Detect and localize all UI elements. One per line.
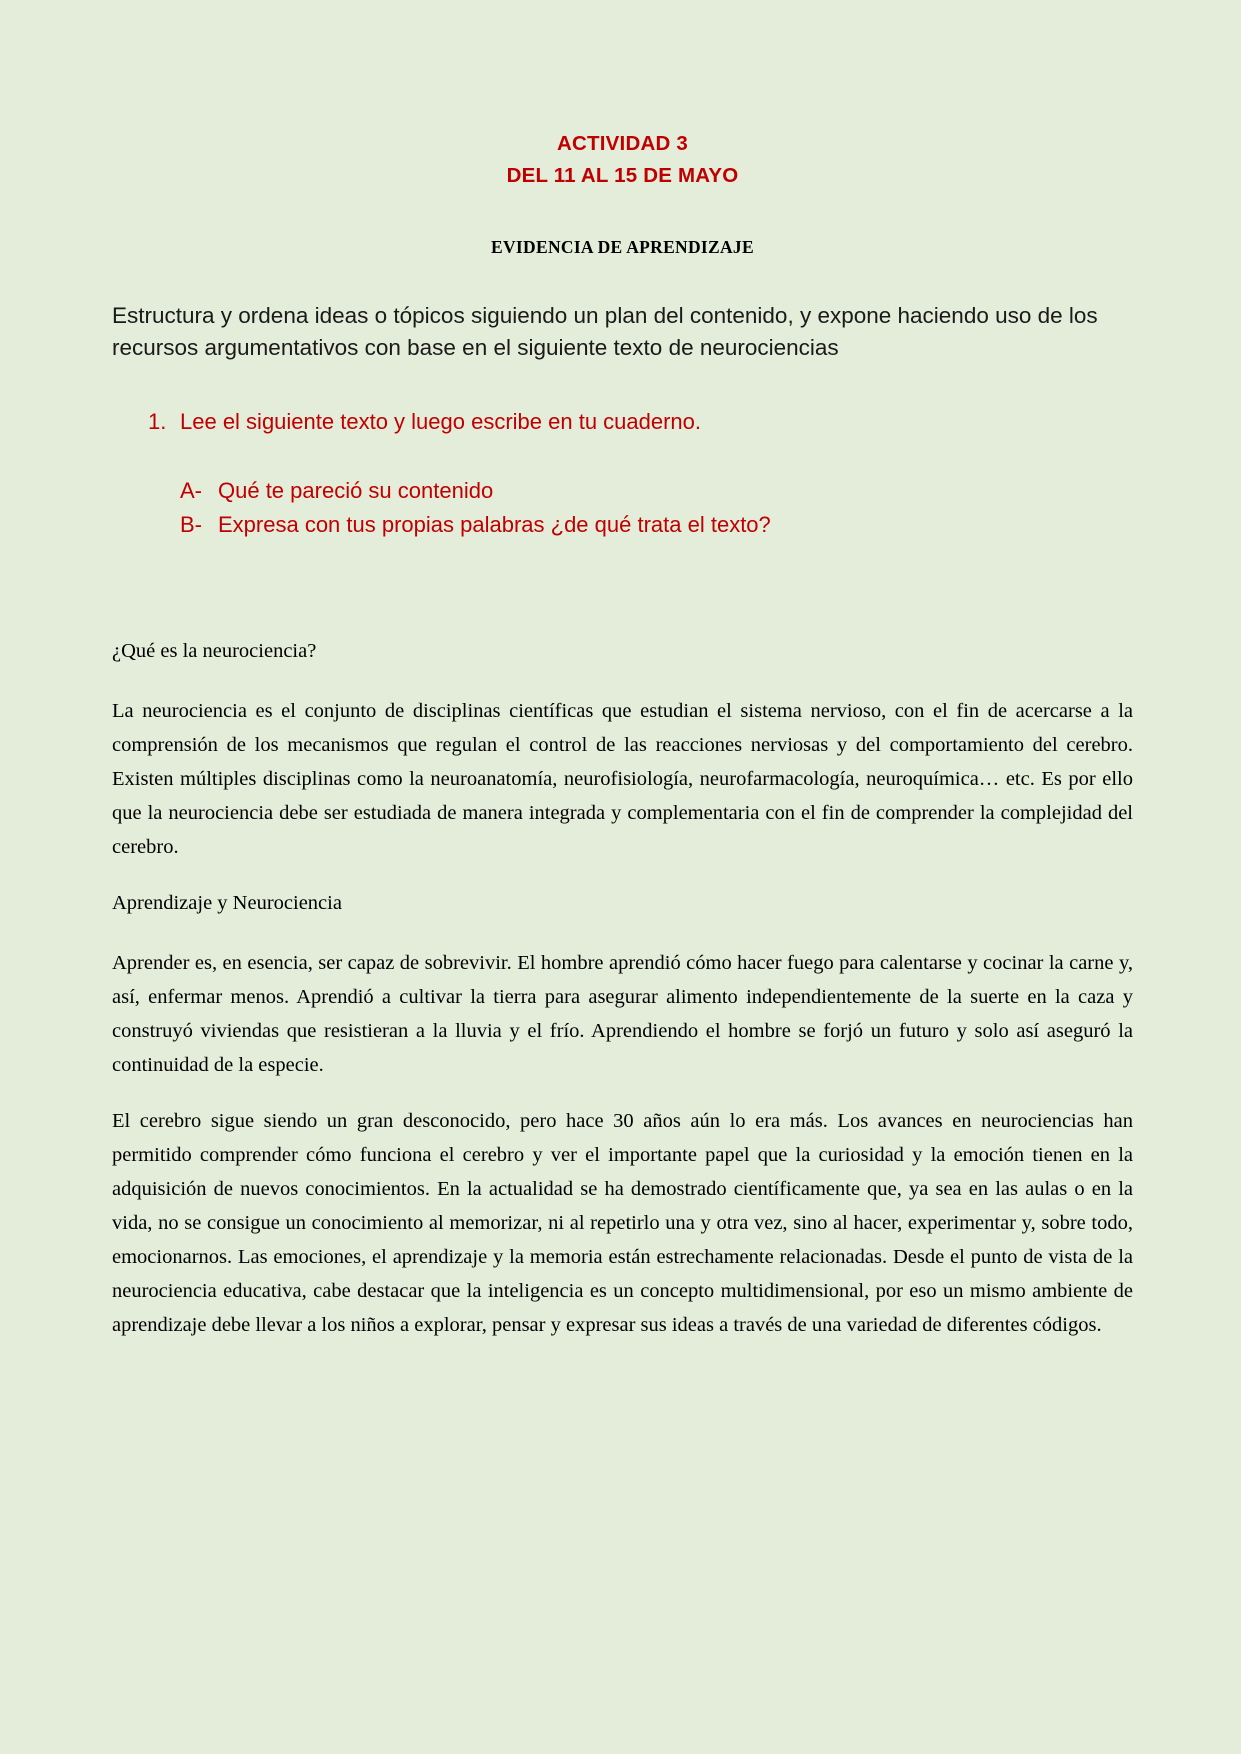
list-item	[180, 474, 1133, 508]
document-title-block	[112, 128, 1133, 192]
reading-paragraph-2: Aprender es, en esencia, ser capaz de sobrevivir. El hombre aprendió cómo hacer fuego para calentarse y cocinar la carne y, así, enfermar menos. Aprendió a cultivar la tierra para asegurar alimento independientemente de la suerte en la caza y construyó viviendas que resistieran a la lluvia y el frío. Aprendiendo el hombre se forjó un futuro y solo así aseguró la continuidad de la especie.	[112, 952, 1133, 1076]
sub-item-list	[112, 474, 1133, 542]
reading-paragraph-1: La neurociencia es el conjunto de disciplinas científicas que estudian el sistema nervioso, con el fin de acercarse a la comprensión de los mecanismos que regulan el control de las reacciones nerviosas y del comportamiento del cerebro. Existen múltiples disciplinas como la neuroanatomía, neurofisiología, neurofarmacología, neuroquímica… etc. Es por ello que la neurociencia debe ser estudiada de manera integrada y complementaria con el fin de comprender la complejidad del cerebro.	[112, 700, 1133, 858]
reading-section-heading: Aprendizaje y Neurociencia	[112, 892, 342, 914]
reading-text-section	[112, 634, 1133, 1342]
instruction-item	[112, 406, 1133, 438]
reading-paragraph-3: El cerebro sigue siendo un gran desconocido, pero hace 30 años aún lo era más. Los avances en neurociencias han permitido comprender cómo funciona el cerebro y ver el importante papel que la curiosidad y la emoción tienen en la adquisición de nuevos conocimientos. En la actualidad se ha demostrado científicamente que, ya sea en las aulas o en la vida, no se consigue un conocimiento al memorizar, ni al repetirlo una y otra vez, sino al hacer, experimentar y, sobre todo, emocionarnos. Las emociones, el aprendizaje y la memoria están estrechamente relacionadas. Desde el punto de vista de la neurociencia educativa, cabe destacar que la inteligencia es un concepto multidimensional, por eso un mismo ambiente de aprendizaje debe llevar a los niños a explorar, pensar y expresar sus ideas a través de una variedad de diferentes códigos.	[112, 1110, 1133, 1336]
sub-item-text-a: Qué te pareció su contenido	[218, 478, 494, 503]
reading-question-heading: ¿Qué es la neurociencia?	[112, 640, 317, 662]
document-subtitle: EVIDENCIA DE APRENDIZAJE	[491, 237, 754, 257]
sub-item-label-b: B-	[180, 512, 202, 537]
instruction-number: 1.	[148, 409, 167, 434]
intro-paragraph: Estructura y ordena ideas o tópicos siguiendo un plan del contenido, y expone haciendo uso de los recursos argumentativos con base en el siguiente texto de neurociencias	[112, 303, 1098, 360]
sub-item-text-b: Expresa con tus propias palabras ¿de qué trata el texto?	[218, 512, 771, 537]
instruction-text: Lee el siguiente texto y luego escribe en tu cuaderno.	[180, 409, 702, 434]
page-title-line-2: DEL 11 AL 15 DE MAYO	[506, 164, 739, 187]
list-item	[180, 508, 1133, 542]
page-title-line-1: ACTIVIDAD 3	[557, 132, 688, 155]
sub-item-label-a: A-	[180, 478, 202, 503]
